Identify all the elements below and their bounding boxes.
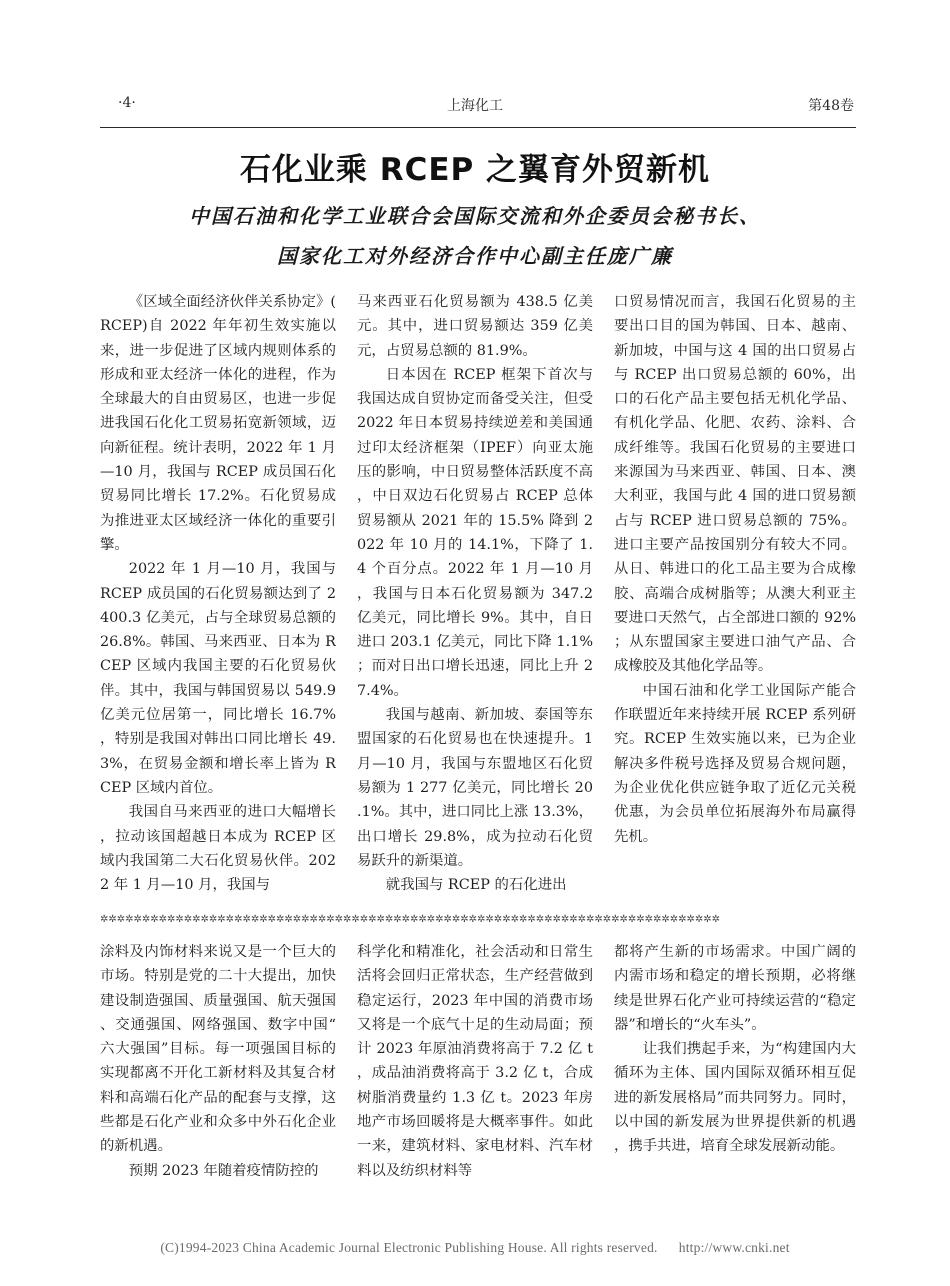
- paragraph: 我国自马来西亚的进口大幅增长，拉动该国超越日本成为 RCEP 区域内我国第二大石化贸易伙伴。2022 年 1 月—10 月，我国与: [100, 804, 336, 894]
- paragraph: 预期 2023 年随着疫情防控的: [128, 1162, 319, 1179]
- article-title: 石化业乘 RCEP 之翼育外贸新机: [239, 152, 711, 188]
- paragraph: 日本因在 RCEP 框架下首次与我国达成自贸协定而备受关注，但受 2022 年日本贸易持续逆差和美国通过印太经济框架（IPEF）向亚太施压的影响，中日贸易整体活跃度不高，中日双边石化贸易占 RCEP 总体贸易额从 2021 年的 15.5% 降到 2022 年 10 月的 14.1%，下降了 1.4 个百分点。2022 年 1 月—10 月，我国与日本石化贸易额为 347.2 亿美元，同比增长 9%。其中，自日进口 203.1 亿美元，同比下降 1.1%；而对日出口增长迅速，同比上升 27.4%。: [357, 366, 593, 699]
- paragraph: 2022 年 1 月—10 月，我国与 RCEP 成员国的石化贸易额达到了 2 400.3 亿美元，占与全球贸易总额的 26.8%。韩国、马来西亚、日本为 RCEP 区域内我国主要的石化贸易伙伴。其中，我国与韩国贸易以 549.9 亿美元位居第一，同比增长 16.7%，特别是我国对韩出口同比增长 49.3%，在贸易金额和增长率上皆为 RCEP 区域内首位。: [100, 561, 336, 796]
- cnki-link[interactable]: http://www.cnki.net: [678, 1240, 790, 1255]
- header-rule: [100, 127, 856, 128]
- copyright-footer: [0, 1240, 950, 1256]
- body-column-2: [357, 290, 593, 902]
- journal-name: 上海化工: [447, 98, 503, 114]
- volume-number: 第48卷: [808, 98, 854, 114]
- paragraph: 马来西亚石化贸易额为 438.5 亿美元。其中，进口贸易额达 359 亿美元，占贸易总额的 81.9%。: [357, 294, 593, 359]
- paragraph: 我国与越南、新加坡、泰国等东盟国家的石化贸易也在快速提升。1 月—10 月，我国与东盟地区石化贸易额为 1 277 亿美元，同比增长 20.1%。其中，进口同比上涨 13.3%，出口增长 29.8%，成为拉动石化贸易跃升的新渠道。: [357, 707, 593, 869]
- body-column-5: [357, 940, 593, 1200]
- author-line-2: 国家化工对外经济合作中心副主任庞广廉: [277, 244, 673, 268]
- paragraph: 《区域全面经济伙伴关系协定》(RCEP)自 2022 年年初生效实施以来，进一步促进了区域内规则体系的形成和亚太经济一体化的进程，作为全球最大的自由贸易区，也进一步促进我国石化化工贸易拓宽新领域，迈向新征程。统计表明，2022 年 1 月—10 月，我国与 RCEP 成员国石化贸易同比增长 17.2%。石化贸易成为推进亚太区域经济一体化的重要引擎。: [100, 294, 336, 553]
- paragraph: 就我国与 RCEP 的石化进出: [385, 877, 567, 894]
- paragraph: 中国石油和化学工业国际产能合作联盟近年来持续开展 RCEP 系列研究。RCEP 生效实施以来，已为企业解决多件税号选择及贸易合规问题，为企业优化供应链争取了近亿元关税优惠，为会员单位拓展海外布局赢得先机。: [614, 682, 856, 845]
- paragraph: 让我们携起手来，为“构建国内大循环为主体、国内国际双循环相互促进的新发展格局”而共同努力。同时，以中国的新发展为世界提供新的机遇，携手共进，培育全球发展新动能。: [614, 1041, 856, 1155]
- body-column-1: [100, 290, 336, 902]
- paragraph: 科学化和精准化，社会活动和日常生活将会回归正常状态，生产经营做到稳定运行，2023 年中国的消费市场又将是一个底气十足的生动局面；预计 2023 年原油消费将高于 7.2 亿 t，成品油消费将高于 3.2 亿 t，合成树脂消费量约 1.3 亿 t。2023 年房地产市场回暖将是大概率事件。如此一来，建筑材料、家电材料、汽车材料以及纺织材料等: [357, 944, 593, 1179]
- copyright-text: (C)1994-2023 China Academic Journal Electronic Publishing House. All rights reserved.: [160, 1240, 658, 1255]
- body-column-6: [614, 940, 856, 1200]
- paragraph: 都将产生新的市场需求。中国广阔的内需市场和稳定的增长预期，必将继续是世界石化产业可持续运营的“稳定器”和增长的“火车头”。: [614, 944, 856, 1033]
- author-line-1: 中国石油和化学工业联合会国际交流和外企委员会秘书长、: [189, 204, 761, 228]
- body-column-4: [100, 940, 336, 1200]
- paragraph: 涂料及内饰材料来说又是一个巨大的市场。特别是党的二十大提出，加快建设制造强国、质量强国、航天强国、交通强国、网络强国、数字中国“六大强国”目标。每一项强国目标的实现都离不开化工新材料及其复合材料和高端石化产品的配套与支撑，这些都是石化产业和众多中外石化企业的新机遇。: [100, 944, 336, 1155]
- section-divider: ✲✲✲✲✲✲✲✲✲✲✲✲✲✲✲✲✲✲✲✲✲✲✲✲✲✲✲✲✲✲✲✲✲✲✲✲✲✲✲✲✲✲✲✲✲✲✲✲✲✲✲✲✲✲✲✲✲✲✲✲✲✲✲✲✲✲✲✲✲✲✲✲✲✲: [100, 914, 721, 925]
- paragraph: 口贸易情况而言，我国石化贸易的主要出口目的国为韩国、日本、越南、新加坡，中国与这 4 国的出口贸易占与 RCEP 出口贸易总额的 60%，出口的石化产品主要包括无机化学品、有机化学品、化肥、农药、涂料、合成纤维等。我国石化贸易的主要进口来源国为马来西亚、韩国、日本、澳大利亚，我国与此 4 国的进口贸易额占与 RCEP 进口贸易总额的 75%。进口主要产品按国别分有较大不同。从日、韩进口的化工品主要为合成橡胶、高端合成树脂等；从澳大利亚主要进口天然气，占全部进口额的 92%；从东盟国家主要进口油气产品、合成橡胶及其他化学品等。: [614, 294, 856, 675]
- body-column-3: [614, 290, 856, 902]
- page-number: ·4·: [118, 95, 136, 111]
